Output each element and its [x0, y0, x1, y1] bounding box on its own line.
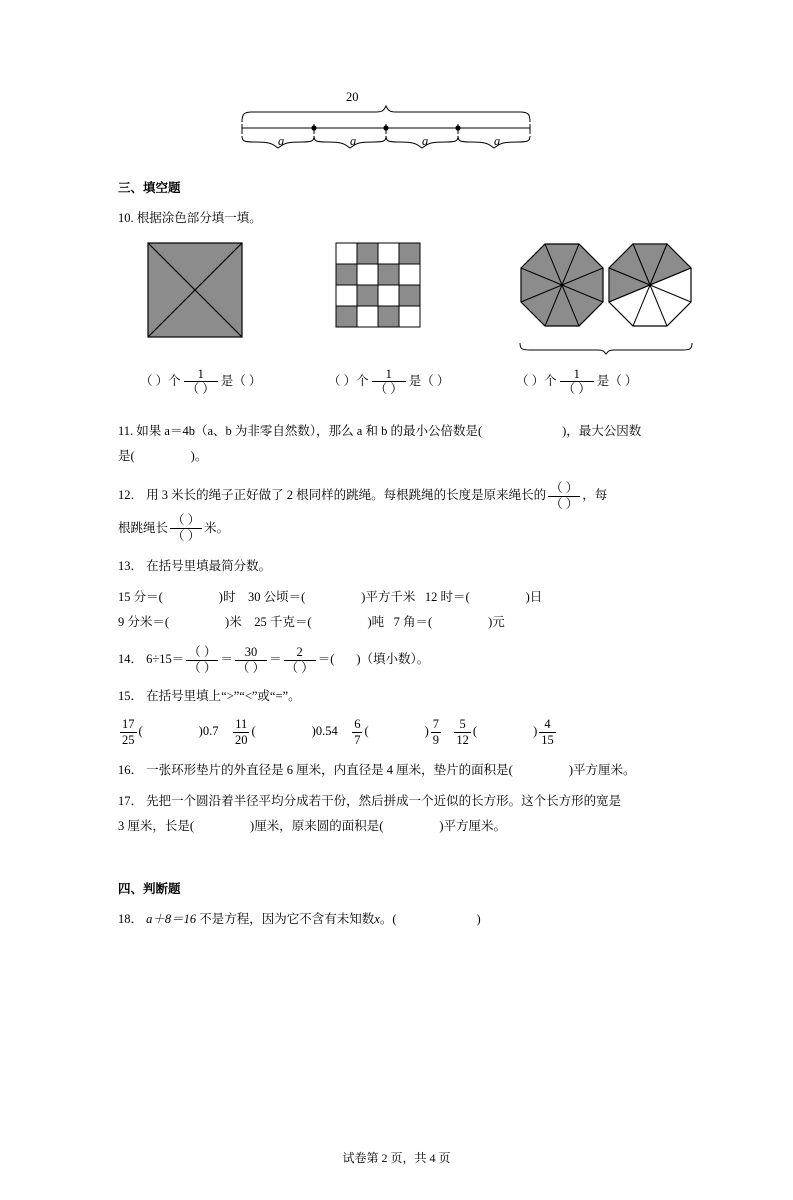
q12-text-c: 根跳绳长 [118, 520, 169, 535]
q10-answer-3 [516, 367, 637, 397]
q13-r2c1-post: )米 [225, 615, 242, 630]
q10-a2-num: 1 [372, 367, 406, 382]
q14-eq2: ＝ [269, 652, 282, 667]
question-17 [118, 789, 675, 839]
q15-text: 在括号里填上“>”“<”或“=”。 [146, 688, 301, 703]
q10-a3-ge: 个 [544, 373, 557, 388]
q15-f4-num: 5 [454, 717, 471, 733]
q10-a1-frac [184, 367, 218, 397]
q15-f2-num: 11 [233, 717, 250, 733]
segment-label-a-3: a [422, 134, 429, 148]
q15-f4-den: 12 [456, 732, 469, 747]
q15-close-4: ) [533, 723, 538, 738]
q16-text-a: 一张环形垫片的外直径是 6 厘米，内直径是 4 厘米，垫片的面积是( [146, 762, 513, 777]
q14-f3-num: 2 [284, 645, 316, 661]
q15-close-1: ) [198, 723, 203, 738]
q13-r1c3-post: )日 [525, 590, 543, 605]
q14-lead: 6÷15＝ [146, 652, 185, 667]
q10-a2-tail: 是（ ） [408, 373, 450, 388]
q15-open-2: ( [251, 723, 256, 738]
q14-f1-num: （ ） [188, 644, 217, 659]
q15-f1-den: 25 [122, 732, 135, 747]
q12-text-a: 用 3 米长的绳子正好做了 2 根同样的跳绳。每根跳绳的长度是原来绳长的 [146, 488, 547, 502]
q15-open-3: ( [364, 723, 369, 738]
q13-row-2 [118, 610, 675, 635]
segment-label-a-1: a [278, 134, 285, 148]
q15-frac-3 [352, 717, 362, 748]
q13-r1c1-pre: 15 分＝( [118, 590, 163, 605]
q15-number: 15． [118, 688, 144, 703]
question-15 [118, 684, 675, 709]
q13-r2c2-pre: 25 千克＝( [254, 615, 312, 630]
q14-frac-1 [186, 645, 218, 676]
question-13 [118, 554, 675, 579]
q18-number: 18． [118, 911, 144, 926]
q14-f2-num: 30 [235, 645, 267, 661]
q10-figures [118, 241, 675, 361]
q15-cmp-1: 0.7 [202, 723, 219, 738]
q18-text-c: ) [476, 911, 481, 926]
q10-answer-row [118, 365, 675, 407]
q11-text-a: 如果 a＝4b（a、b 为非零自然数），那么 a 和 b 的最小公倍数是( [136, 424, 483, 438]
q14-f3-den: （ ） [285, 660, 314, 675]
q14-frac-3 [284, 645, 316, 676]
q16-text-b: )平方厘米。 [568, 762, 636, 777]
figure-grid-checker [334, 241, 422, 334]
q14-eq1: ＝ [220, 652, 233, 667]
q13-r1c2-pre: 30 公顷＝( [247, 590, 306, 605]
q14-f1-den: （ ） [188, 660, 217, 675]
q17-text-2a: 3 厘米，长是( [118, 818, 195, 833]
q10-a1-tail: 是（ ） [220, 373, 262, 388]
q15-close-2: ) [311, 723, 316, 738]
q13-r2c1-pre: 9 分米＝( [118, 615, 170, 630]
q11-text-b: )，最大公因数 [562, 424, 642, 438]
q10-a2-frac [372, 367, 406, 397]
figure-2-svg [334, 241, 422, 329]
q13-r1c1-post: )时 [218, 590, 236, 605]
q12-number: 12． [118, 488, 144, 502]
question-11 [118, 419, 675, 469]
q15-f1-num: 17 [122, 716, 135, 731]
q15-f3b-num: 7 [432, 716, 440, 731]
q15-f4b-num: 4 [539, 717, 556, 733]
q10-a1-den: （ ） [186, 382, 215, 397]
section-heading-judge: 四、判断题 [118, 881, 181, 896]
q13-r2c2-post: )吨 [367, 615, 385, 630]
q14-number: 14． [118, 652, 144, 667]
q15-close-3: ) [424, 723, 429, 738]
q15-open-1: ( [138, 723, 143, 738]
q12-f1-num: （ ） [550, 480, 579, 495]
q12-text-d: 米。 [204, 520, 230, 535]
number-line-diagram [118, 78, 675, 178]
q15-frac-4 [454, 717, 471, 748]
q11-number: 11. [118, 424, 134, 438]
q11-text-d: )。 [190, 449, 208, 463]
q13-number: 13． [118, 559, 144, 574]
segment-label-a-2: a [350, 134, 357, 148]
figure-3a-svg [518, 241, 606, 329]
page-footer: 试卷第 2 页，共 4 页 [342, 1151, 451, 1165]
exam-page [0, 78, 793, 1200]
q12-f2-num: （ ） [172, 513, 201, 528]
q10-a1-left: （ ） [140, 373, 169, 388]
q10-a2-den: （ ） [374, 382, 403, 397]
figure-3b-svg [606, 241, 694, 329]
q10-a1-ge: 个 [168, 373, 181, 388]
q18-text-a: 不是方程，因为它不含有未知数 [199, 911, 375, 926]
question-18 [118, 907, 675, 932]
question-14 [118, 643, 675, 676]
q12-frac-2 [170, 513, 202, 544]
q10-a1-num: 1 [184, 367, 218, 382]
q14-eq3: ＝( [317, 652, 335, 667]
q10-a3-den: （ ） [562, 382, 591, 397]
q15-frac-1 [120, 717, 137, 748]
figure-square-diagonals [146, 241, 244, 344]
q11-text-c: 是( [118, 449, 135, 463]
q17-number: 17． [118, 793, 144, 808]
q17-text-2b: )厘米，原来圆的面积是( [250, 818, 384, 833]
q10-a3-frac [560, 367, 594, 397]
q13-r2c3-pre: 7 角＝( [393, 615, 433, 630]
q18-text-b: 。( [379, 911, 397, 926]
total-length-label: 20 [346, 90, 359, 104]
q15-items [118, 715, 675, 748]
figure-1-svg [146, 241, 244, 339]
q13-r2c3-post: )元 [488, 615, 505, 630]
q13-r1c2-post: )平方千米 [361, 590, 416, 605]
q17-text-1: 先把一个圆沿着半径平均分成若干份，然后拼成一个近似的长方形。这个长方形的宽是 [146, 793, 622, 808]
question-10-text [118, 206, 675, 231]
q15-frac-2 [233, 717, 250, 748]
q18-expr: a＋8＝16 [146, 911, 197, 926]
q14-frac-2 [235, 645, 267, 676]
question-12 [118, 479, 675, 544]
q10-body: 根据涂色部分填一填。 [136, 211, 262, 225]
q13-row-1 [118, 585, 675, 610]
q13-text: 在括号里填最简分数。 [146, 559, 272, 574]
q10-a3-num: 1 [560, 367, 594, 382]
figure-octagon-full [518, 241, 606, 334]
q15-f2-den: 20 [234, 732, 248, 747]
q15-f4b-den: 15 [541, 732, 554, 747]
q15-f3-den: 7 [354, 732, 361, 747]
q10-answer-2 [328, 367, 449, 397]
q15-frac-3b [431, 717, 441, 748]
q10-number: 10. [118, 211, 134, 225]
q15-f3b-den: 9 [432, 732, 440, 747]
q15-cmp-2: 0.54 [315, 723, 338, 738]
figure-octagon-partial [606, 241, 694, 334]
q12-frac-1 [548, 481, 580, 512]
q18-x: x [374, 911, 380, 926]
question-16 [118, 758, 675, 783]
q13-r1c3-pre: 12 时＝( [424, 590, 470, 605]
q10-a2-left: （ ） [328, 373, 357, 388]
octagon-brace [518, 341, 694, 355]
q12-f2-den: （ ） [172, 529, 201, 544]
q12-f1-den: （ ） [550, 496, 579, 511]
q17-text-2c: )平方厘米。 [439, 818, 507, 833]
q10-a3-tail: 是（ ） [596, 373, 638, 388]
q16-number: 16． [118, 762, 144, 777]
q14-tail: )（填小数）。 [356, 652, 430, 667]
q14-f2-den: （ ） [236, 660, 266, 675]
q12-text-b: ，每 [582, 488, 608, 502]
q15-frac-4b [539, 717, 556, 748]
section-heading-fill-in: 三、填空题 [118, 181, 181, 195]
q15-f3-num: 6 [354, 716, 361, 731]
q10-a2-ge: 个 [356, 373, 369, 388]
segment-label-a-4: a [494, 134, 501, 148]
q15-open-4: ( [472, 723, 478, 738]
q10-answer-1 [140, 367, 261, 397]
q10-a3-left: （ ） [516, 373, 545, 388]
